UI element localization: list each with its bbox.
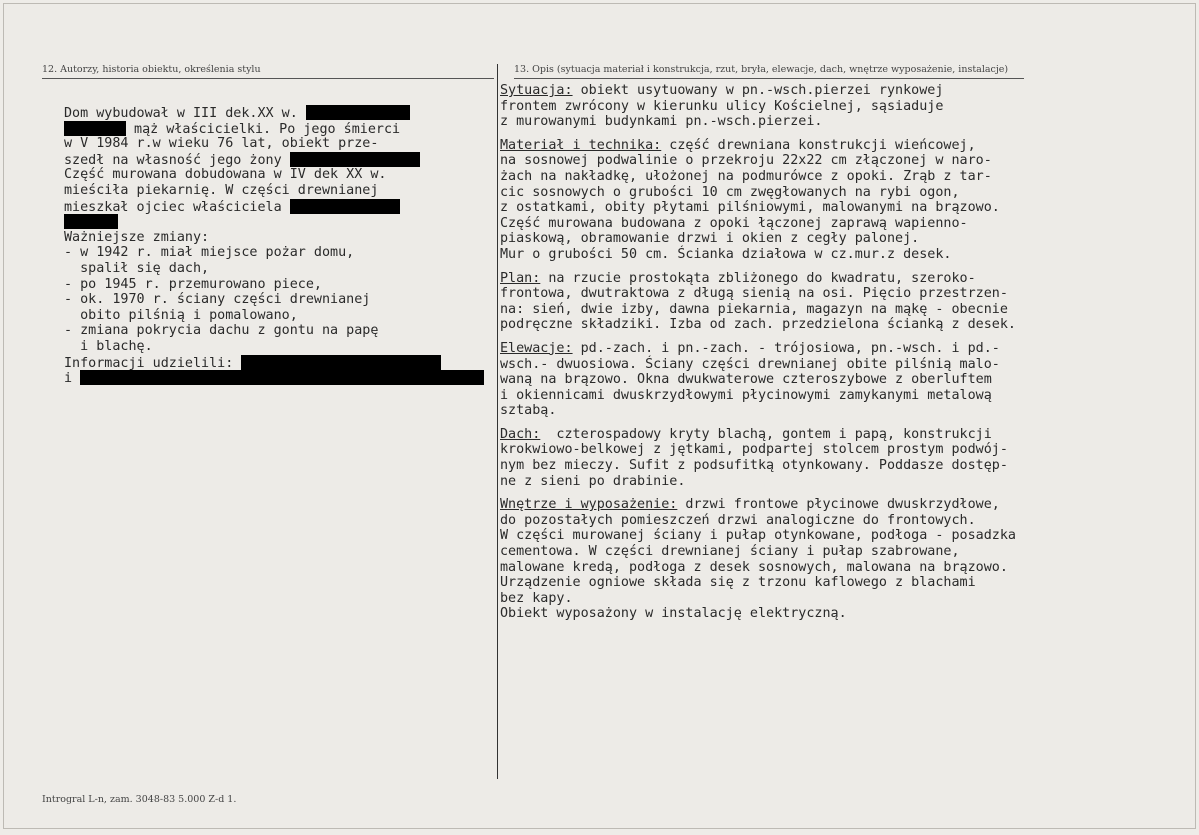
history-line: - zmiana pokrycia dachu z gontu na papę bbox=[64, 323, 379, 339]
redaction-box bbox=[64, 214, 118, 229]
redaction-box bbox=[306, 105, 410, 120]
history-line: mieszkał ojciec właściciela bbox=[64, 199, 494, 215]
history-text bbox=[64, 105, 494, 386]
description-line: Elewacje: pd.-zach. i pn.-zach. - trójosiowa, pn.-wsch. i pd.- bbox=[500, 340, 1000, 356]
redaction-box bbox=[290, 152, 420, 167]
description-line: Urządzenie ogniowe składa się z trzonu kaflowego z blachami bbox=[500, 575, 976, 591]
history-line: Część murowana dobudowana w IV dek XX w. bbox=[64, 167, 387, 183]
description-line: cementowa. W części drewnianej ściany i pułap szabrowane, bbox=[500, 544, 960, 560]
redaction-box bbox=[80, 370, 484, 385]
description-line: ne z sieni po drabinie. bbox=[500, 473, 686, 489]
section-heading-dach: Dach: bbox=[500, 426, 541, 442]
history-line: i blachę. bbox=[64, 338, 153, 354]
informants-line: Informacji udzielili: bbox=[64, 355, 494, 371]
description-line: malowane kredą, podłoga z desek sosnowych, malowana na brązowo. bbox=[500, 559, 1008, 575]
description-line: W części murowanej ściany i pułap otynkowane, podłoga - posadzka bbox=[500, 528, 1016, 544]
description-line: krokwiowo-belkowej z jętkami, podpartej stolcem prostym podwój- bbox=[500, 442, 1008, 458]
description-line: Plan: na rzucie prostokąta zbliżonego do kwadratu, szeroko- bbox=[500, 270, 976, 286]
redaction-box bbox=[64, 121, 126, 136]
history-line: - po 1945 r. przemurowano piece, bbox=[64, 276, 322, 292]
description-line: Dach: czterospadowy kryty blachą, gontem i papą, konstrukcji bbox=[500, 426, 992, 442]
description-line: do pozostałych pomieszczeń drzwi analogiczne do frontowych. bbox=[500, 512, 976, 528]
description-line: piaskową, obramowanie drzwi i okien z cegły palonej. bbox=[500, 231, 920, 247]
left-column-header: 12. Autorzy, historia obiektu, określenia stylu bbox=[42, 64, 261, 75]
description-line: nym bez mieczy. Sufit z podsufitką otynkowany. Poddasze dostęp- bbox=[500, 458, 1008, 474]
history-line: - w 1942 r. miał miejsce pożar domu, bbox=[64, 245, 355, 261]
history-line: mieściła piekarnię. W części drewnianej bbox=[64, 182, 379, 198]
description-line: podręczne składziki. Izba od zach. przedzielona ścianką z desek. bbox=[500, 317, 1016, 333]
history-line: spalił się dach, bbox=[64, 260, 210, 276]
section-heading-elewacje: Elewacje: bbox=[500, 340, 573, 356]
informants-line: i bbox=[64, 370, 494, 386]
description-line: frontem zwrócony w kierunku ulicy Kościelnej, sąsiaduje bbox=[500, 98, 944, 114]
history-line: szedł na własność jego żony bbox=[64, 152, 494, 168]
history-line bbox=[64, 214, 494, 230]
section-heading-material: Materiał i technika: bbox=[500, 137, 662, 153]
section-heading-plan: Plan: bbox=[500, 270, 541, 286]
description-line: na sosnowej podwalinie o przekroju 22x22 cm złączonej w naro- bbox=[500, 153, 992, 169]
description-line: żach na nakładkę, ułożonej na podmurówce z opoki. Zrąb z tar- bbox=[500, 168, 992, 184]
description-line: wsch.- dwuosiowa. Ściany części drewnianej obite pilśnią malo- bbox=[500, 356, 1000, 372]
right-column-header: 13. Opis (sytuacja materiał i konstrukcja, rzut, bryła, elewacje, dach, wnętrze wyposażenie, instalacje) bbox=[514, 64, 1009, 75]
history-line: mąż właścicielki. Po jego śmierci bbox=[64, 121, 494, 137]
description-line: cic sosnowych o grubości 10 cm zwęgłowanych na rybi ogon, bbox=[500, 184, 960, 200]
history-line: - ok. 1970 r. ściany części drewnianej bbox=[64, 292, 371, 308]
right-header-rule bbox=[514, 78, 1024, 79]
section-heading-wnetrze: Wnętrze i wyposażenie: bbox=[500, 497, 678, 513]
printer-imprint: Introgral L-n, zam. 3048-83 5.000 Z-d 1. bbox=[42, 794, 237, 805]
description-line: z murowanymi budynkami pn.-wsch.pierzei. bbox=[500, 114, 823, 130]
description-line: Wnętrze i wyposażenie: drzwi frontowe płycinowe dwuskrzydłowe, bbox=[500, 497, 1000, 513]
description-line: z ostatkami, obity płytami pilśniowymi, malowanymi na brązowo. bbox=[500, 200, 1000, 216]
description-line: Materiał i technika: część drewniana konstrukcji wieńcowej, bbox=[500, 137, 976, 153]
description-line: waną na brązowo. Okna dwukwaterowe czteroszybowe z oberluftem bbox=[500, 372, 992, 388]
redaction-box bbox=[241, 355, 441, 370]
history-line: w V 1984 r.w wieku 76 lat, obiekt prze- bbox=[64, 136, 379, 152]
description-line: i okiennicami dwuskrzydłowymi płycinowymi zamykanymi metalową bbox=[500, 387, 992, 403]
redaction-box bbox=[290, 199, 400, 214]
description-text bbox=[500, 83, 1160, 622]
left-header-rule bbox=[42, 78, 494, 79]
changes-heading: Ważniejsze zmiany: bbox=[64, 229, 210, 245]
history-line: Dom wybudował w III dek.XX w. bbox=[64, 105, 494, 121]
section-heading-sytuacja: Sytuacja: bbox=[500, 83, 573, 98]
history-line: obito pilśnią i pomalowano, bbox=[64, 307, 298, 323]
inventory-card-page bbox=[3, 3, 1196, 829]
description-line: na: sień, dwie izby, dawna piekarnia, magazyn na mąkę - obecnie bbox=[500, 301, 1008, 317]
description-line: Obiekt wyposażony w instalację elektryczną. bbox=[500, 606, 847, 622]
column-divider bbox=[497, 64, 498, 779]
description-line: Mur o grubości 50 cm. Ścianka działowa w cz.mur.z desek. bbox=[500, 246, 952, 262]
description-line: sztabą. bbox=[500, 403, 557, 419]
description-line: Część murowana budowana z opoki łączonej zaprawą wapienno- bbox=[500, 215, 968, 231]
description-line: bez kapy. bbox=[500, 590, 573, 606]
description-line: Sytuacja: obiekt usytuowany w pn.-wsch.pierzei rynkowej bbox=[500, 83, 944, 98]
description-line: frontowa, dwutraktowa z długą sienią na osi. Pięcio przestrzen- bbox=[500, 286, 1008, 302]
